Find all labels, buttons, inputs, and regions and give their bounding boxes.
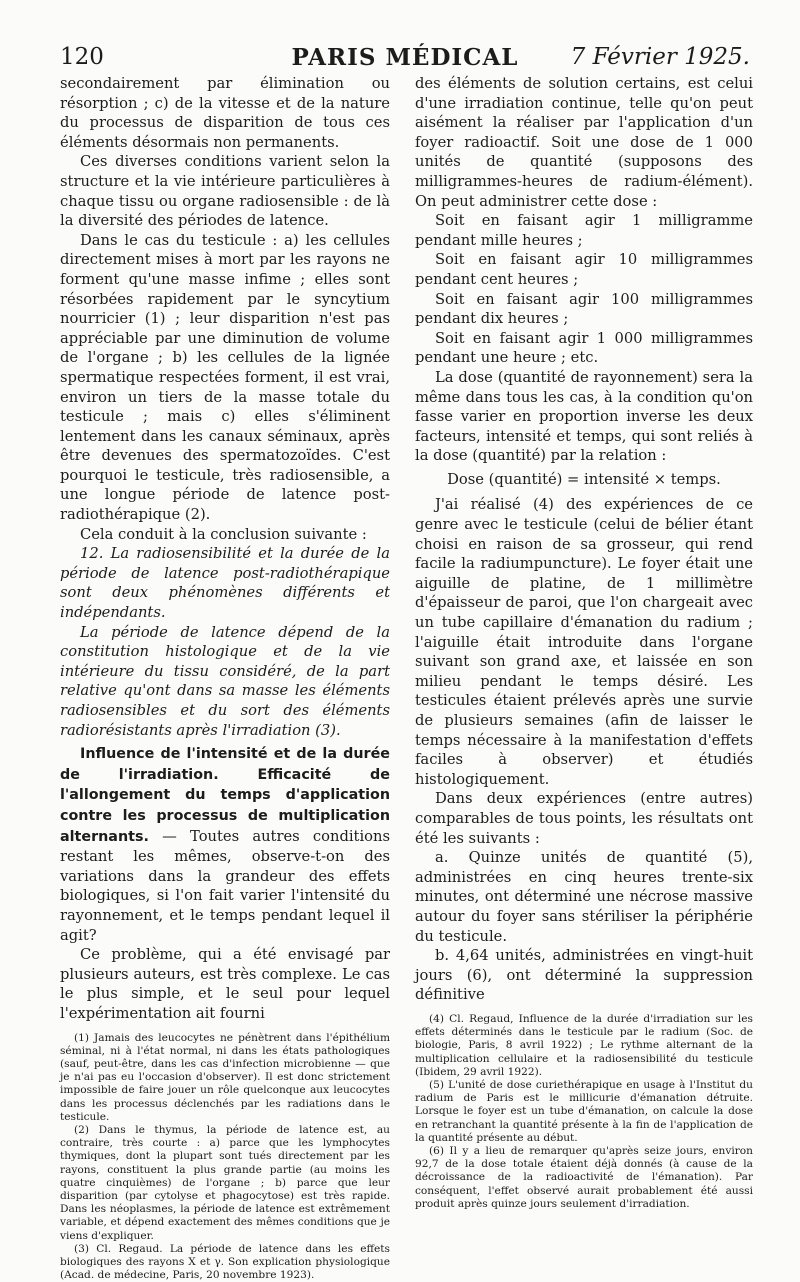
dose-option: Soit en faisant agir 1 000 milligrammes pendant une heure ; etc. bbox=[415, 329, 753, 367]
footnote-4: (4) Cl. Regaud, Influence de la durée d'irradiation sur les effets déterminés dans le testicule par le radium (Soc. de biologie, Paris, 8 avril 1922) ; Le rythme alternant de la multiplication cellulaire et la radiosensibilité du testicule (Ibidem, 29 avril 1922). bbox=[415, 1012, 753, 1078]
dose-option: Soit en faisant agir 10 milligrammes pendant cent heures ; bbox=[415, 251, 753, 288]
page-header bbox=[60, 44, 750, 74]
experiment-a: a. Quinze unités de quantité (5), administrées en cinq heures trente-six minutes, ont déterminé une nécrose massive autour du foyer sans stériliser la périphérie du testicule. bbox=[415, 849, 753, 945]
right-column bbox=[415, 74, 753, 1211]
paragraph: Ces diverses conditions varient selon la structure et la vie intérieure particulières à chaque tissu ou organe radiosensible : de là la diversité des périodes de latence. bbox=[60, 153, 390, 230]
journal-title: PARIS MÉDICAL bbox=[291, 44, 519, 71]
conclusion-12: 12. La radiosensibilité et la durée de la période de latence post-radiothérapique sont deux phénomènes différents et indépendants. bbox=[60, 545, 390, 622]
paragraph: Cela conduit à la conclusion suivante : bbox=[80, 525, 367, 543]
footnote-6: (6) Il y a lieu de remarquer qu'après seize jours, environ 92,7 de la dose totale étaient déjà donnés (à cause de la décroissance de la radioactivité de l'émanation). Par conséquent, l'effet observé aurait probablement été aussi produit après quinze jours seulement d'irradiation. bbox=[415, 1144, 753, 1210]
dose-option: Soit en faisant agir 1 milligramme pendant mille heures ; bbox=[415, 212, 753, 249]
experiment-b: b. 4,64 unités, administrées en vingt-huit jours (6), ont déterminé la suppression définitive bbox=[415, 947, 753, 1004]
left-column bbox=[60, 74, 390, 1282]
paragraph: Dans le cas du testicule : a) les cellules directement mises à mort par les rayons ne forment qu'une masse infime ; elles sont résorbées rapidement par le syncytium nourricier (1) ; leur disparition n'est pas appréciable par une diminution de volume de l'organe ; b) les cellules de la lignée spermatique respectées forment, il est vrai, environ un tiers de la masse totale du testicule ; mais c) elles s'éliminent lentement dans les canaux séminaux, après être devenues des spermatozoïdes. C'est pourquoi le testicule, très radiosensible, a une longue période de latence post-radiothérapique (2). bbox=[60, 231, 390, 524]
paragraph: Dans deux expériences (entre autres) comparables de tous points, les résultats ont été les suivants : bbox=[415, 790, 753, 847]
paragraph: secondairement par élimination ou résorption ; c) de la vitesse et de la nature du processus de disparition de tous ces éléments désormais non permanents. bbox=[60, 75, 390, 151]
section-heading: Influence de l'intensité et de la durée de l'irradiation. Efficacité de l'allongement du temps d'application contre les processus de multiplication alternants. bbox=[60, 746, 390, 845]
paragraph: La période de latence dépend de la constitution histologique et de la vie intérieure du tissu considéré, de la part relative qu'ont dans sa masse les éléments radiosensibles et du sort des éléments radiorésistants après l'irradiation (3). bbox=[60, 623, 390, 739]
footnote-3: (3) Cl. Regaud. La période de latence dans les effets biologiques des rayons X et γ. Son explication physiologique (Acad. de médecine, Paris, 20 novembre 1923). bbox=[60, 1242, 390, 1282]
paragraph: J'ai réalisé (4) des expériences de ce genre avec le testicule (celui de bélier étant choisi en raison de sa grosseur, qui rend facile la radiumpuncture). Le foyer était une aiguille de platine, de 1 millimètre d'épaisseur de paroi, que l'on chargeait avec un tube capillaire d'émanation du radium ; l'aiguille était introduite dans l'organe suivant son grand axe, et laissée en son milieu pendant le temps désiré. Les testicules étaient prélevés après une survie de plusieurs semaines (afin de laisser le temps nécessaire à la manifestation d'effets faciles à observer) et étudiés histologiquement. bbox=[415, 496, 753, 788]
page-number: 120 bbox=[60, 44, 104, 70]
paragraph: Ce problème, qui a été envisagé par plusieurs auteurs, est très complexe. Le cas le plus simple, et le seul pour lequel l'expérimentation ait fourni bbox=[60, 946, 390, 1022]
dose-option: Soit en faisant agir 100 milligrammes pendant dix heures ; bbox=[415, 290, 753, 328]
section-paragraph bbox=[60, 744, 390, 945]
issue-date: 7 Février 1925. bbox=[570, 44, 750, 70]
footnote-1: (1) Jamais des leucocytes ne pénètrent dans l'épithélium séminal, ni à l'état normal, ni dans les états pathologiques (sauf, peut-être, dans les cas d'infection microbienne — que je n'ai pas eu l'occasion d'observer). Il est donc strictement impossible de faire jouer un rôle quelconque aux leucocytes dans les processus déclenchés par les radiations dans le testicule. bbox=[60, 1031, 390, 1123]
dose-formula: Dose (quantité) = intensité × temps. bbox=[447, 470, 721, 488]
paragraph: des éléments de solution certains, est celui d'une irradiation continue, telle qu'on peut aisément la réaliser par l'application d'un foyer radioactif. Soit une dose de 1 000 unités de quantité (supposons des milligrammes-heures de radium-élément). On peut administrer cette dose : bbox=[415, 75, 753, 210]
footnote-2: (2) Dans le thymus, la période de latence est, au contraire, très courte : a) parce que les lymphocytes thymiques, dont la plupart sont tués directement par les rayons, constituent la plus grande partie (au moins les quatre cinquièmes) de l'organe ; b) parce que leur disparition (par cytolyse et phagocytose) est très rapide. Dans les néoplasmes, la période de latence est extrêmement variable, et dépend exactement des mêmes conditions que je viens d'expliquer. bbox=[60, 1123, 390, 1242]
footnote-5: (5) L'unité de dose curiethérapique en usage à l'Institut du radium de Paris est le millicurie d'émanation détruite. Lorsque le foyer est un tube d'émanation, on calcule la dose en retranchant la quantité présente à la fin de l'application de la quantité présente au début. bbox=[415, 1078, 753, 1144]
section-text: — Toutes autres conditions restant les mêmes, observe-t-on des variations dans la grandeur des effets biologiques, si l'on fait varier l'intensité du rayonnement, et le temps pendant lequel il agit? bbox=[60, 827, 390, 944]
paragraph: La dose (quantité de rayonnement) sera la même dans tous les cas, à la condition qu'on fasse varier en proportion inverse les deux facteurs, intensité et temps, qui sont reliés à la dose (quantité) par la relation : bbox=[415, 368, 753, 465]
